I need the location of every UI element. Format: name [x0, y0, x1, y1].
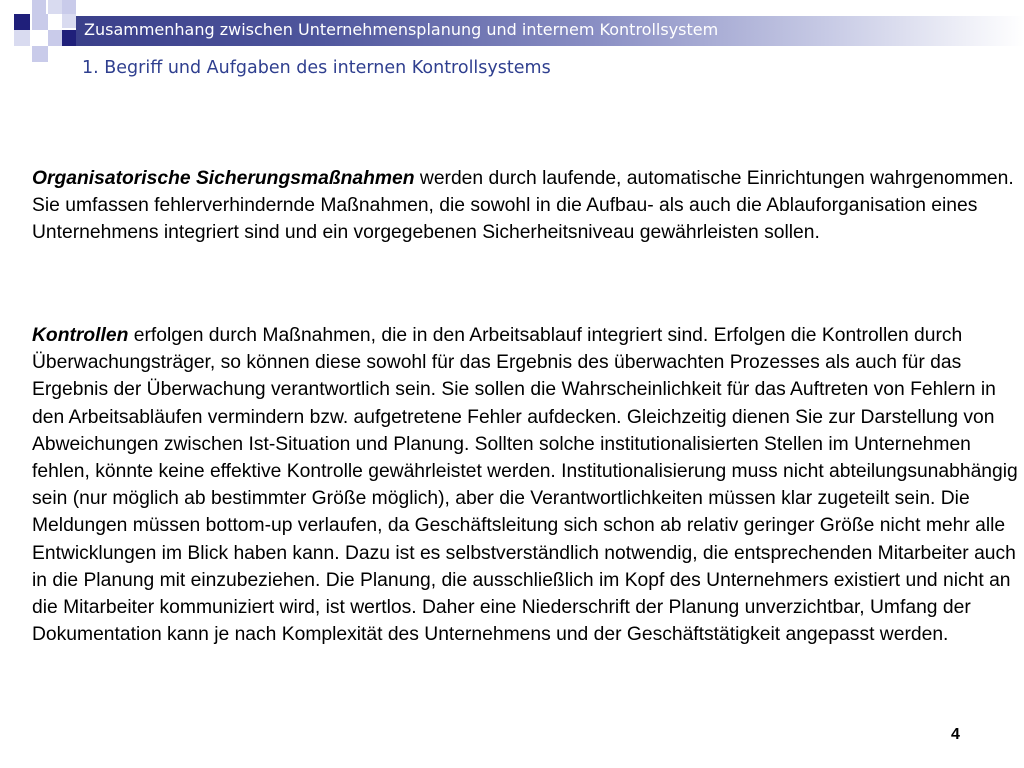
decor-square [62, 0, 76, 14]
page-number: 4 [951, 726, 960, 743]
decor-square [32, 14, 48, 30]
paragraph-lead-term: Kontrollen [32, 325, 129, 346]
paragraph-organisational-measures [32, 165, 1022, 247]
decor-square [62, 30, 76, 46]
decor-square [62, 14, 76, 28]
decor-square [14, 30, 30, 46]
paragraph-body: werden durch laufende, automatische Einrichtungen wahrgenommen. Sie umfassen fehlerverhindernde Maßnahmen, die sowohl in die Aufbau- als auch die Ablauforganisation eines Unternehmens integriert sind und ein vorgegebenen Sicherheitsniveau gewährleisten sollen. [32, 168, 1014, 244]
decor-square [14, 14, 30, 30]
decor-square [32, 0, 46, 14]
paragraph-lead-term: Organisatorische Sicherungsmaßnahmen [32, 168, 415, 189]
slide-title: Zusammenhang zwischen Unternehmensplanung und internem Kontrollsystem [84, 20, 719, 39]
paragraph-body: erfolgen durch Maßnahmen, die in den Arbeitsablauf integriert sind. Erfolgen die Kontrollen durch Überwachungsträger, so können diese sowohl für das Ergebnis des überwachten Prozesses als auch für das Ergebnis der Überwachung verantwortlich sein. Sie sollen die Wahrscheinlichkeit für das Auftreten von Fehlern in den Arbeitsabläufen vermindern bzw. aufgetretene Fehler aufdecken. Gleichzeitig dienen Sie zur Darstellung von Abweichungen zwischen Ist-Situation und Planung. Sollten solche institutionalisierten Stellen im Unternehmen fehlen, könnte keine effektive Kontrolle gewährleistet werden. Institutionalisierung muss nicht abteilungsunabhängig sein (nur möglich ab bestimmter Größe möglich), aber die Verantwortlichkeiten müssen klar zugeteilt sein. Die Meldungen müssen bottom-up verlaufen, da Geschäftsleitung sich schon ab relativ geringer Größe nicht mehr alle Entwicklungen im Blick haben kann. Dazu ist es selbstverständlich notwendig, die entsprechenden Mitarbeiter auch in die Planung mit einzubeziehen. Die Planung, die ausschließlich im Kopf des Unternehmers existiert und nicht an die Mitarbeiter kommuniziert wird, ist wertlos. Daher eine Niederschrift der Planung unverzichtbar, Umfang der Dokumentation kann je nach Komplexität des Unternehmens und der Geschäftstätigkeit angepasst werden. [32, 325, 1018, 646]
section-subtitle: 1. Begriff und Aufgaben des internen Kontrollsystems [82, 58, 551, 78]
decor-square [48, 0, 62, 14]
paragraph-controls [32, 322, 1022, 648]
decor-square [32, 46, 48, 62]
